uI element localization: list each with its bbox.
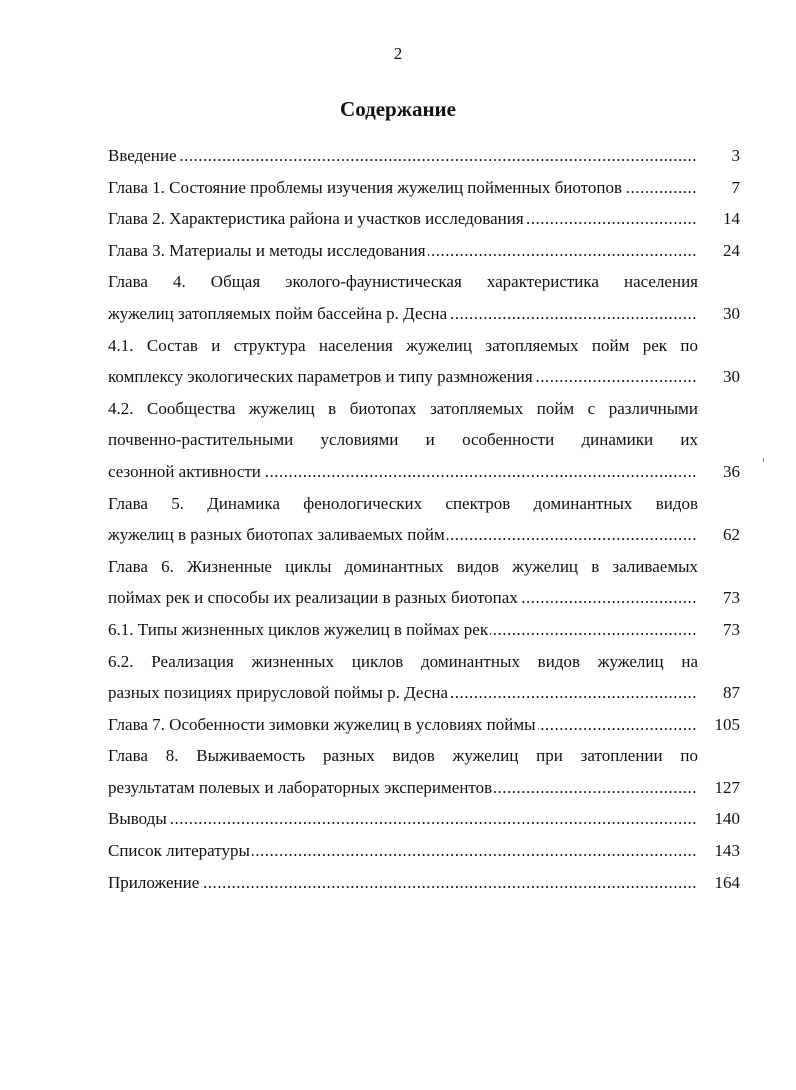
toc-entry-text: 6.1. Типы жизненных циклов жужелиц в поймах рек: [108, 619, 489, 639]
toc-entry-text: Глава 3. Материалы и методы исследования: [108, 240, 426, 260]
toc-entry: [108, 393, 740, 488]
toc-entry-line: [108, 677, 698, 709]
toc-page-number: 24: [723, 240, 740, 260]
toc-entry-text: Список литературы: [108, 841, 250, 861]
toc-entry-text: результатам полевых и лабораторных экспериментов: [108, 777, 493, 797]
toc-entry-line: [108, 835, 698, 867]
toc-page-number: 164: [714, 872, 740, 892]
toc-entry-text: Введение: [108, 146, 177, 165]
toc-entry-text: жужелиц в разных биотопах заливаемых пойм: [108, 525, 445, 545]
toc-entry-text: сезонной активности: [108, 461, 261, 481]
toc-page-number: 36: [723, 461, 740, 481]
toc-entry-text: Выводы: [108, 809, 167, 829]
toc-page-number: 30: [723, 367, 740, 387]
toc-page-number: 73: [723, 588, 740, 608]
toc-entry-text: 4.2. Сообщества жужелиц в биотопах затопляемых пойм с различными: [108, 398, 698, 418]
toc-entry-line: [108, 456, 698, 488]
toc-entry-line: [108, 803, 698, 835]
toc-entry-line: [108, 646, 698, 678]
toc-entry-line: [108, 614, 698, 646]
toc-entry-text: поймах рек и способы их реализации в разных биотопах: [108, 588, 518, 608]
toc-entry-line: [108, 203, 698, 235]
toc-page-number: 140: [714, 809, 740, 829]
toc-entry-text: Приложение: [108, 872, 200, 892]
page-number: 2: [393, 44, 403, 63]
toc-entry: [108, 867, 740, 899]
toc-entry-text: 6.2. Реализация жизненных циклов доминантных видов жужелиц на: [108, 651, 698, 671]
toc-entry: [108, 330, 740, 393]
toc-entry-line: [108, 424, 698, 456]
toc-entry-text: 4.1. Состав и структура населения жужелиц затопляемых пойм рек по: [108, 335, 698, 355]
toc-entry-line: [108, 330, 698, 362]
toc-entry-line: [108, 393, 698, 425]
toc-entry-text: Глава 4. Общая эколого-фаунистическая характеристика населения: [108, 272, 698, 292]
page-title: Содержание: [340, 97, 456, 121]
toc-page-number: 143: [714, 841, 740, 861]
toc-entry-line: [108, 519, 698, 551]
toc-entry: [108, 266, 740, 329]
toc-entry-line: [108, 266, 698, 298]
table-of-contents: [108, 140, 740, 898]
toc-entry-text: Глава 8. Выживаемость разных видов жужелиц при затоплении по: [108, 746, 698, 766]
toc-entry-text: жужелиц затопляемых пойм бассейна р. Десна: [108, 303, 448, 323]
toc-entry-text: Глава 7. Особенности зимовки жужелиц в условиях поймы: [108, 714, 536, 734]
toc-entry-text: разных позициях прирусловой поймы р. Десна: [108, 683, 449, 703]
toc-entry: [108, 646, 740, 709]
toc-entry-text: Глава 2. Характеристика района и участков исследования: [108, 209, 524, 229]
toc-entry: [108, 172, 740, 204]
toc-entry-line: [108, 709, 698, 741]
toc-page-number: 87: [723, 683, 740, 703]
toc-entry: [108, 551, 740, 614]
toc-entry-line: [108, 172, 698, 204]
toc-entry: [108, 140, 740, 172]
toc-page-number: 105: [714, 714, 740, 734]
toc-entry-line: [108, 488, 698, 520]
toc-entry: [108, 740, 740, 803]
toc-entry: [108, 488, 740, 551]
toc-entry-line: [108, 140, 698, 172]
toc-entry: [108, 803, 740, 835]
toc-entry-text: Глава 6. Жизненные циклы доминантных видов жужелиц в заливаемых: [108, 556, 698, 576]
toc-entry-text: Глава 5. Динамика фенологических спектров доминантных видов: [108, 493, 698, 513]
toc-page-number: 73: [723, 619, 740, 639]
toc-entry-text: комплексу экологических параметров и типу размножения: [108, 367, 533, 387]
toc-entry: [108, 203, 740, 235]
toc-entry-line: [108, 551, 698, 583]
toc-entry-line: [108, 235, 698, 267]
toc-entry-line: [108, 361, 698, 393]
toc-page-number: 30: [723, 303, 740, 323]
toc-entry: [108, 709, 740, 741]
toc-entry: [108, 614, 740, 646]
toc-entry-line: [108, 772, 698, 804]
toc-page-number: 127: [714, 777, 740, 797]
toc-entry-text: Глава 1. Состояние проблемы изучения жужелиц пойменных биотопов: [108, 177, 623, 197]
toc-page-number: 14: [723, 209, 740, 229]
toc-page-number: 3: [731, 146, 740, 165]
toc-entry-line: [108, 298, 698, 330]
toc-entry-line: [108, 867, 698, 899]
toc-entry-text: почвенно-растительными условиями и особенности динамики их: [108, 430, 698, 450]
toc-entry-line: [108, 740, 698, 772]
toc-page-number: 62: [723, 525, 740, 545]
toc-entry: [108, 235, 740, 267]
toc-entry-line: [108, 582, 698, 614]
toc-page-number: 7: [731, 177, 740, 197]
toc-entry: [108, 835, 740, 867]
stray-mark: [763, 458, 764, 462]
